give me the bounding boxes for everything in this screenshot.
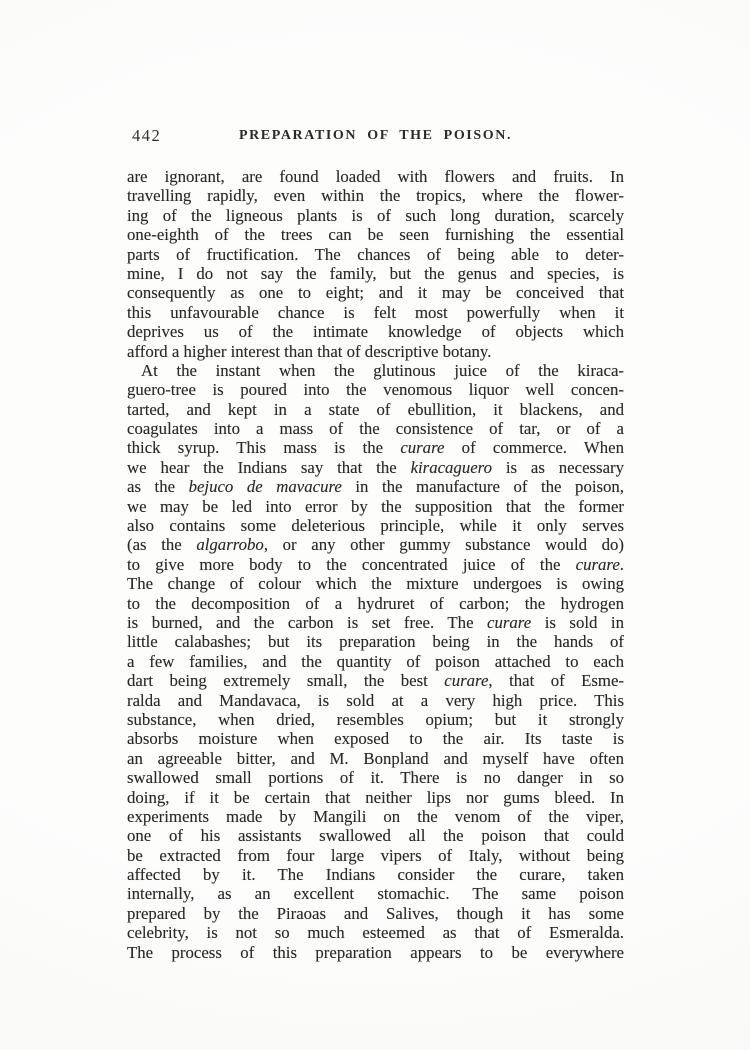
text-segment: of commerce. When (444, 438, 624, 458)
text-segment: as the (127, 477, 189, 497)
text-segment: guero-tree is poured into the venomous liquor well concen- (127, 380, 624, 400)
running-title: PREPARATION OF THE POISON. (238, 128, 513, 143)
text-segment: travelling rapidly, even within the tropics, where the flower- (127, 186, 624, 206)
text-segment: absorbs moisture when exposed to the air. Its taste is (127, 729, 624, 749)
text-segment: we hear the Indians say that the (127, 457, 411, 477)
text-segment: , that of Esme- (488, 671, 624, 691)
text-line (127, 652, 624, 671)
text-segment: also contains some deleterious principle, while it only serves (127, 516, 624, 536)
text-line (127, 691, 624, 710)
text-line (127, 632, 624, 651)
text-segment: thick syrup. This mass is the (127, 438, 401, 458)
text-line (127, 749, 624, 768)
text-line (127, 438, 624, 457)
text-segment: The change of colour which the mixture undergoes is owing (127, 574, 624, 594)
text-segment: coagulates into a mass of the consistence of tar, or of a (127, 419, 624, 439)
text-line (127, 729, 624, 748)
text-segment: we may be led into error by the supposition that the former (127, 496, 624, 516)
text-segment: The process of this preparation appears to be everywhere (127, 942, 624, 962)
text-segment: to the decomposition of a hydruret of carbon; the hydrogen (127, 593, 624, 613)
italic-term: curare (400, 438, 445, 458)
text-segment: substance, when dried, resembles opium; but it strongly (127, 709, 624, 729)
text-line (127, 594, 624, 613)
text-segment: an agreeable bitter, and M. Bonpland and myself have often (127, 748, 624, 768)
text-segment: swallowed small portions of it. There is no danger in so (127, 768, 624, 788)
text-line (127, 555, 624, 574)
text-line (127, 574, 624, 593)
text-line (127, 710, 624, 729)
text-line (127, 846, 624, 865)
text-line (127, 904, 624, 923)
text-segment: one of his assistants swallowed all the poison that could (127, 826, 624, 846)
text-segment: affected by it. The Indians consider the curare, taken (127, 865, 624, 885)
italic-term: curare (487, 612, 532, 632)
text-segment: celebrity, is not so much esteemed as that of Esmeralda. (127, 923, 624, 943)
page-number: 442 (132, 126, 162, 145)
text-line (127, 671, 624, 690)
text-line (127, 613, 624, 632)
text-segment: At the instant when the glutinous juice of the kiraca- (141, 360, 624, 380)
text-segment: experiments made by Mangili on the venom of the viper, (127, 806, 624, 826)
text-line (127, 206, 624, 225)
text-segment: dart being extremely small, the best (127, 671, 445, 691)
text-segment: this unfavourable chance is felt most powerfully when it (127, 302, 624, 322)
text-segment: is as necessary (491, 457, 625, 477)
page-header (127, 125, 624, 147)
text-line (127, 225, 624, 244)
text-segment: (as the (127, 535, 197, 555)
text-segment: , or any other gummy substance would do) (263, 535, 625, 555)
text-line (127, 477, 624, 496)
text-segment: to give more body to the concentrated juice of the (127, 554, 576, 574)
text-line (127, 245, 624, 264)
text-segment: deprives us of the intimate knowledge of objects which (127, 322, 624, 342)
text-line (127, 283, 624, 302)
text-line (127, 923, 624, 942)
text-segment: . (619, 554, 624, 574)
text-line (127, 264, 624, 283)
text-segment: tarted, and kept in a state of ebullition, it blackens, and (127, 399, 624, 419)
text-line (127, 826, 624, 845)
text-line (127, 943, 624, 962)
text-segment: ing of the ligneous plants is of such long duration, scarcely (127, 205, 624, 225)
page-body (127, 167, 624, 962)
italic-term: curare (575, 554, 620, 574)
text-segment: parts of fructification. The chances of being able to deter- (127, 244, 624, 264)
text-segment: is sold in (531, 612, 624, 632)
italic-term: kiracaguero (410, 457, 492, 477)
text-segment: be extracted from four large vipers of Italy, without being (127, 845, 624, 865)
text-line (127, 186, 624, 205)
text-line (127, 342, 624, 361)
text-line (127, 303, 624, 322)
text-segment: in the manufacture of the poison, (341, 477, 624, 497)
text-segment: prepared by the Piraoas and Salives, though it has some (127, 903, 624, 923)
text-segment: are ignorant, are found loaded with flowers and fruits. In (127, 167, 624, 186)
text-segment: ralda and Mandavaca, is sold at a very high price. This (127, 690, 624, 710)
text-line (127, 167, 624, 186)
text-line (127, 516, 624, 535)
text-line (127, 400, 624, 419)
text-line (127, 361, 624, 380)
text-line (127, 497, 624, 516)
italic-term: curare (444, 671, 489, 691)
text-segment: consequently as one to eight; and it may be conceived that (127, 283, 624, 303)
text-line (127, 865, 624, 884)
italic-term: bejuco de mavacure (188, 477, 342, 497)
text-line (127, 458, 624, 477)
text-segment: one-eighth of the trees can be seen furnishing the essential (127, 225, 624, 245)
italic-term: algarrobo (196, 535, 264, 555)
text-line (127, 535, 624, 554)
text-segment: is burned, and the carbon is set free. The (127, 612, 488, 632)
text-segment: mine, I do not say the family, but the genus and species, is (127, 263, 624, 283)
text-line (127, 768, 624, 787)
text-segment: afford a higher interest than that of descriptive botany. (127, 341, 492, 361)
text-line (127, 807, 624, 826)
text-segment: a few families, and the quantity of poison attached to each (127, 651, 624, 671)
text-line (127, 322, 624, 341)
text-segment: little calabashes; but its preparation being in the hands of (127, 632, 624, 652)
text-segment: internally, as an excellent stomachic. The same poison (127, 884, 624, 904)
text-line (127, 788, 624, 807)
text-segment: doing, if it be certain that neither lips nor gums bleed. In (127, 787, 624, 807)
text-line (127, 884, 624, 903)
text-line (127, 380, 624, 399)
text-line (127, 419, 624, 438)
